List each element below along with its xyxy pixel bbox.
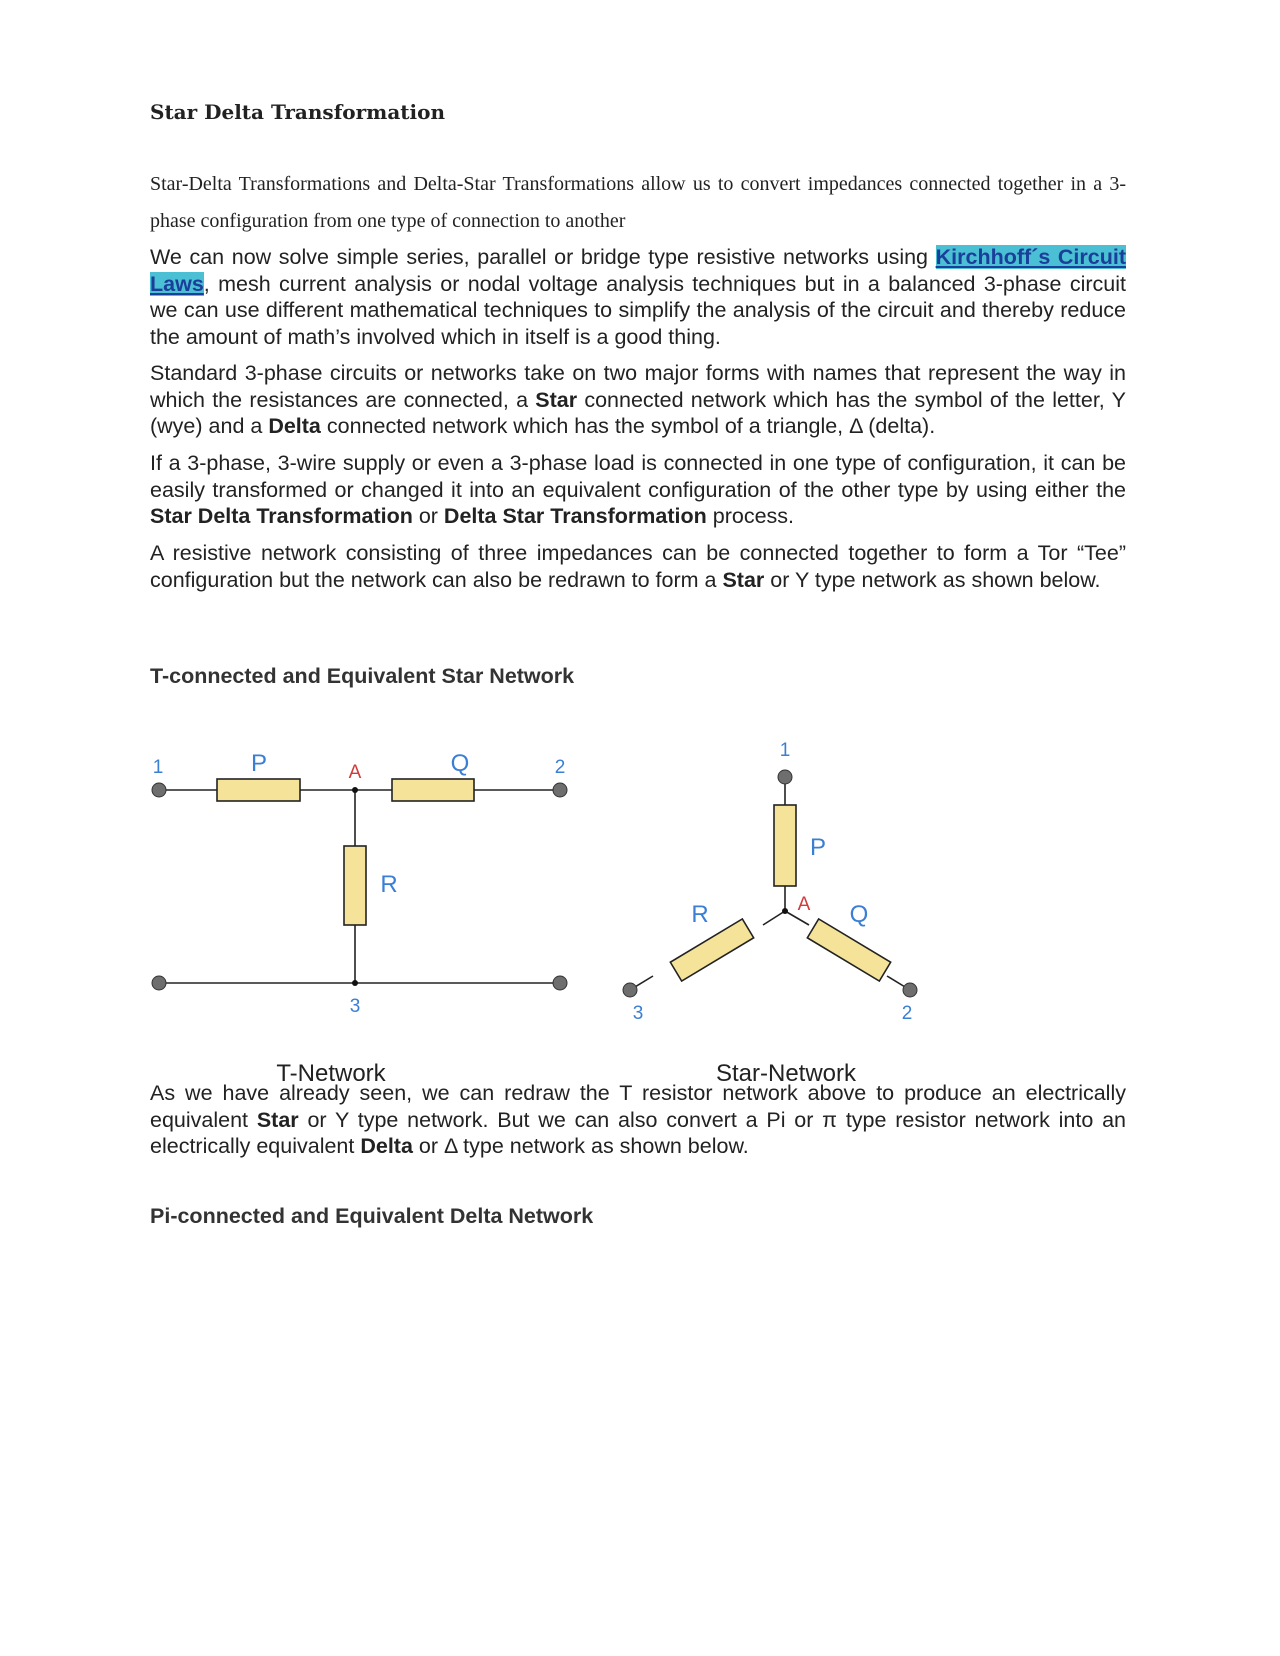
paragraph-pi bbox=[150, 1080, 1126, 1160]
paragraph-text: A resistive network consisting of three impedances can be connected together to form a Tor “Tee” configuration but the network can also be redrawn to form a bbox=[150, 541, 1126, 592]
resistor-label-r: R bbox=[691, 901, 709, 928]
resistor-p bbox=[774, 805, 796, 886]
node-label-1: 1 bbox=[152, 757, 164, 778]
node-label-2: 2 bbox=[901, 1003, 913, 1024]
t-network-caption: T-Network bbox=[276, 1060, 386, 1087]
terminal-node bbox=[152, 976, 166, 990]
bold-star: Star bbox=[256, 1107, 299, 1132]
node-label-a: A bbox=[797, 894, 811, 915]
paragraph-text: If a 3-phase, 3-wire supply or even a 3-phase load is connected in one type of configuration, it can be easily transformed or changed it into an equivalent configuration of the other type by using either the bbox=[150, 451, 1126, 502]
paragraph-text: connected network which has the symbol of the letter, Y (wye) and a bbox=[150, 387, 1126, 438]
terminal-node bbox=[553, 783, 567, 797]
resistor-p bbox=[217, 779, 300, 801]
node-label-1: 1 bbox=[779, 740, 791, 761]
kirchhoff-link[interactable]: Kirchhoff´s Circuit Laws bbox=[150, 245, 1126, 296]
paragraph-text: or Δ type network as shown below. bbox=[412, 1134, 749, 1158]
paragraph-text: Standard 3-phase circuits or networks take on two major forms with names that represent the way in which the resistances are connected, a bbox=[150, 361, 1126, 412]
resistor-q bbox=[807, 919, 890, 981]
star-network-diagram bbox=[620, 700, 940, 1100]
document-title: Star Delta Transformation bbox=[150, 100, 446, 124]
paragraph-forms bbox=[150, 360, 1126, 440]
bold-delta: Delta bbox=[268, 414, 321, 438]
heading-pi-delta: Pi-connected and Equivalent Delta Network bbox=[150, 1204, 594, 1228]
wire bbox=[763, 911, 785, 925]
terminal-node bbox=[623, 983, 637, 997]
intro-paragraph: Star-Delta Transformations and Delta-Star Transformations allow us to convert impedances connected together in a 3-phase configuration from one type of connection to another bbox=[150, 173, 1126, 232]
resistor-r bbox=[670, 919, 753, 981]
paragraph-tee bbox=[150, 540, 1126, 593]
paragraph-supply bbox=[150, 450, 1126, 530]
bold-star: Star bbox=[722, 567, 765, 592]
terminal-node bbox=[778, 770, 792, 784]
paragraph-kirchhoff bbox=[150, 244, 1126, 350]
junction-dot bbox=[352, 787, 358, 793]
paragraph-text: process. bbox=[706, 504, 794, 528]
junction-dot bbox=[352, 980, 358, 986]
node-label-2: 2 bbox=[554, 757, 566, 778]
resistor-label-q: Q bbox=[849, 901, 869, 928]
terminal-node bbox=[553, 976, 567, 990]
paragraph-text: or Y type network. But we can also convert a Pi or π type resistor network into an electrically equivalent bbox=[150, 1107, 1126, 1158]
resistor-label-r: R bbox=[380, 871, 398, 898]
star-network-caption: Star-Network bbox=[715, 1060, 857, 1087]
heading-t-star: T-connected and Equivalent Star Network bbox=[150, 664, 575, 688]
paragraph-text: We can now solve simple series, parallel or bridge type resistive networks using bbox=[150, 245, 936, 269]
junction-dot bbox=[782, 908, 788, 914]
resistor-label-p: P bbox=[250, 750, 268, 777]
node-label-a: A bbox=[348, 762, 362, 783]
bold-delta: Delta bbox=[360, 1134, 413, 1158]
paragraph-text: or Y type network as shown below. bbox=[764, 567, 1101, 592]
terminal-node bbox=[152, 783, 166, 797]
bold-star-delta: Star Delta Transformation bbox=[150, 504, 413, 528]
node-label-3: 3 bbox=[632, 1003, 644, 1024]
terminal-node bbox=[903, 983, 917, 997]
resistor-r bbox=[344, 846, 366, 925]
node-label-3: 3 bbox=[349, 996, 361, 1017]
t-network-diagram bbox=[140, 700, 580, 1100]
bold-star: Star bbox=[535, 387, 578, 412]
resistor-label-q: Q bbox=[450, 750, 470, 777]
paragraph-text: , mesh current analysis or nodal voltage analysis techniques but in a balanced 3-phase circuit we can use different mathematical techniques to simplify the analysis of the circuit and thereby reduce the amount of math’s involved which in itself is a good thing. bbox=[150, 271, 1126, 349]
paragraph-text: or bbox=[412, 504, 444, 528]
resistor-label-p: P bbox=[809, 834, 827, 861]
resistor-q bbox=[392, 779, 474, 801]
paragraph-text: connected network which has the symbol of a triangle, Δ (delta). bbox=[320, 414, 936, 438]
bold-delta-star: Delta Star Transformation bbox=[443, 504, 707, 528]
paragraph-text: As we have already seen, we can redraw the T resistor network above to produce an electrically equivalent bbox=[150, 1081, 1126, 1132]
